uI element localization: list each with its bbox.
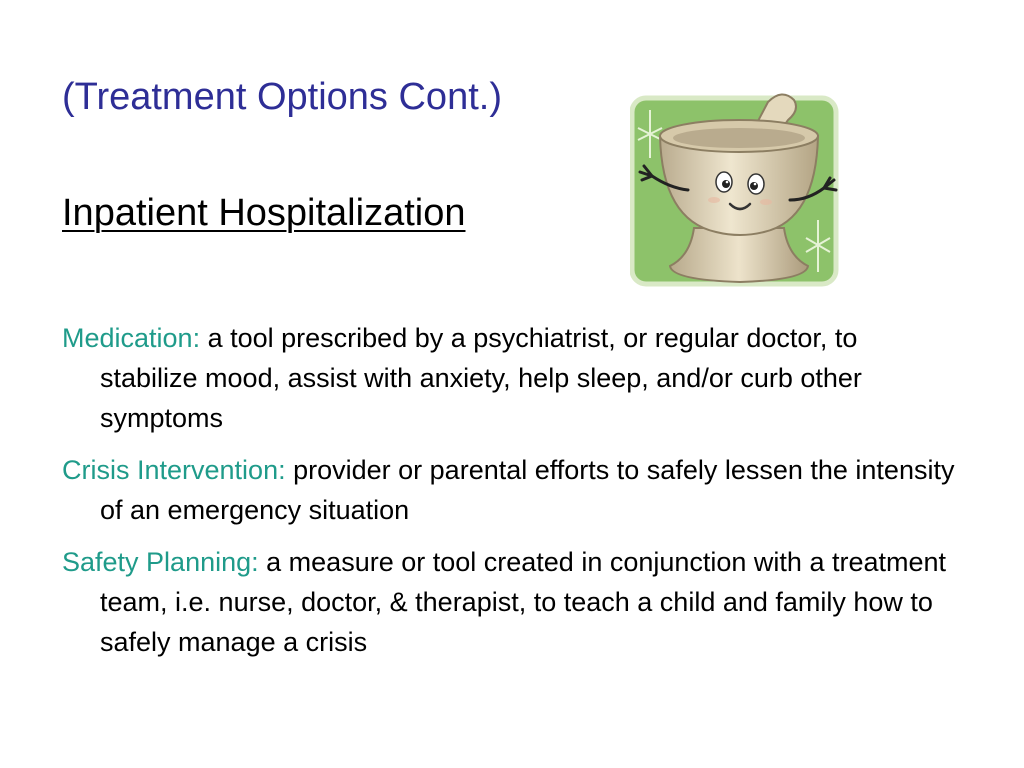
item-description: a measure or tool created in conjunction with a treatment team, i.e. nurse, doctor, & therapist, to teach a child and family how to safely manage a crisis — [100, 547, 947, 657]
definition-list — [62, 318, 962, 674]
item-term: Safety Planning: — [62, 547, 259, 577]
item-term: Crisis Intervention: — [62, 455, 286, 485]
item-description: a tool prescribed by a psychiatrist, or regular doctor, to stabilize mood, assist with anxiety, help sleep, and/or curb other symptoms — [100, 323, 862, 433]
list-item — [62, 318, 962, 438]
slide-title: (Treatment Options Cont.) — [62, 76, 502, 118]
list-item — [62, 450, 962, 530]
item-description: provider or parental efforts to safely lessen the intensity of an emergency situation — [100, 455, 955, 525]
mortar-and-pestle-icon — [630, 80, 842, 288]
slide-subtitle: Inpatient Hospitalization — [62, 192, 466, 234]
item-term: Medication: — [62, 323, 201, 353]
list-item — [62, 542, 962, 662]
